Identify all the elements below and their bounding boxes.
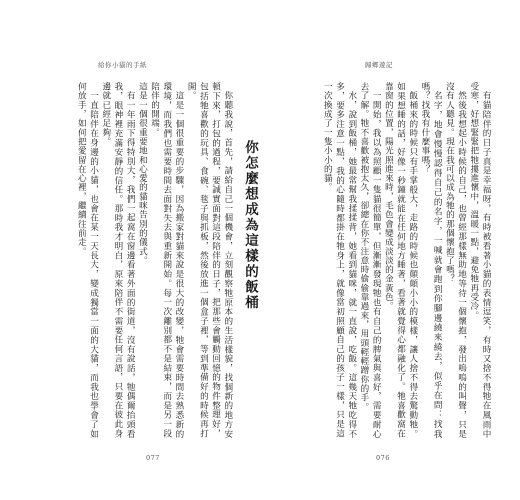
- left-page-body: [40, 82, 262, 438]
- left-page: [40, 61, 262, 462]
- left-paragraph-2: 這是一個很重要的步驟，因為搬家對貓來說是很大的改變，牠會需要時間去熟悉新的環境，而我們也需要時間去面對失去與重新開始。每一次離別都不是結束，而是另一段陪伴的開端。: [149, 82, 184, 438]
- right-paragraph-2: 然後我想起小時候的自己，也曾經那樣無助地等待一個懷抱，發出嗚嗚的叫聲，只是沒有人聽見。現在我可以成為牠的那個懷抱了嗎？: [444, 82, 467, 438]
- left-paragraph-3: 這是一個很重要地和心愛的貓咪告別的儀式。: [137, 82, 148, 265]
- left-paragraph-4: 有一年雨下得特別大，我們一起窩在窗邊看著外面的街道，沒有說話，牠偶爾抬頭看我，眼神裡充滿安靜的信任。那時我才明白，原來陪伴不需要任何言語，只要在彼此身邊就已經足夠。: [100, 82, 136, 438]
- right-page-body: [270, 82, 492, 438]
- right-paragraph-4: 飯桶來的時候只有手掌般大，走路的時候也顛顛小小的模樣，讓人捨不得去驚動牠。如果想睡的話，好像一秒鐘就能在任何地方睡著，看著就覺得心都融化了。牠喜歡窩在靠窗的位置，陽光照進來時，毛色會變成淡淡的金黃色。: [383, 82, 418, 438]
- right-paragraph-6: 水，說到飯桶，她最常幫我揉揉背，她看到貓咪，就一直說，吃飯。這幾天牠吃得不多，要多注意一點，我的心隨時都掛在牠身上，就像當初照顧自己的孩子一樣，只是這一次換成了一隻小小的貓。: [322, 82, 357, 438]
- right-paragraph-1: 有貓陪伴的日子真是幸福呀，有時被看著小貓的表情逗笑，有時又捨不得牠在風雨中受寒，好想緊緊把牠摟進懷中，溫暖一點，避免牠再受冷。: [468, 82, 491, 438]
- page-number-right: 076: [376, 454, 390, 462]
- left-paragraph-1: 你聽我說，首先，請給自己一個機會，立刻觀察牠原本的生活樣貌，找個新的地方安頓下來，打包的過程，要誠實面對這段陪伴的日子，把那些會觸動回憶的物件整理好，包括牠喜歡的玩具、食碗、毯子與抓板，然後放進一個盒子裡，等到準備好的時候再打開。: [186, 82, 233, 438]
- right-paragraph-3: 名字，地會慢慢認得自己的名字，一喊就會跑到你腳邊繞來繞去，似乎在問：找我嗎？找我有什麼事嗎？: [419, 82, 443, 438]
- right-page: [270, 61, 492, 462]
- right-paragraph-5: 一開始，我以為照顧一隻貓很簡單，但漸漸發現牠也有自己的脾氣與喜好，需要耐心去了解。牠不喜歡被抱太久，卻總在你不注意時偷偷靠過來，用頭輕輕蹭你的手。: [358, 82, 382, 438]
- page-number-left: 077: [146, 454, 160, 462]
- left-paragraph-5: 一直陪伴在身邊的小貓，也會在某一天長大，變成獨當一面的大貓，而我也學會了如何放手，如何把愛留在心裡，繼續往前走。: [76, 82, 99, 438]
- running-head-left: 給你小貓的手紙: [98, 61, 147, 69]
- running-head-right: 歸鄉遊記: [365, 61, 393, 69]
- chapter-title: 你怎麼想成為這樣的飯桶: [242, 140, 258, 311]
